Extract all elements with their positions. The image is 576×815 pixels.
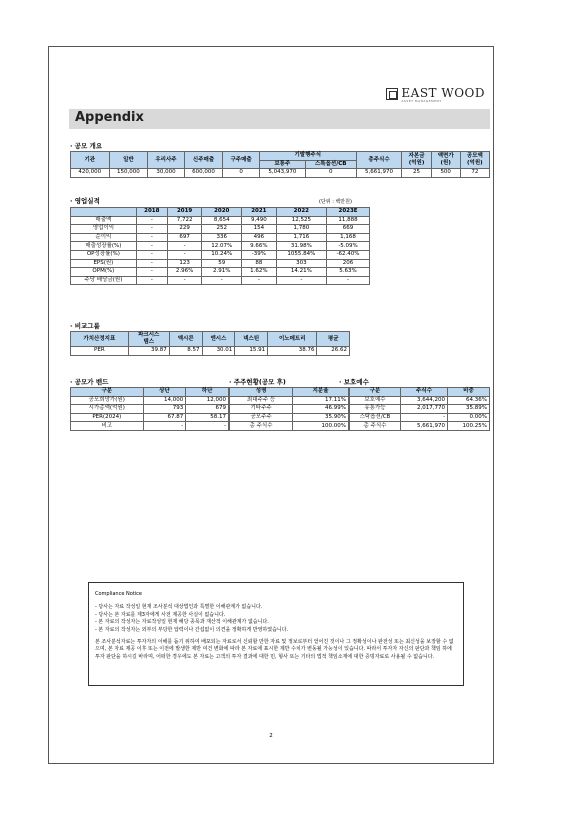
- column-header: 2021: [242, 208, 276, 217]
- column-header: 비중: [447, 388, 489, 397]
- table-row: [71, 276, 370, 285]
- table-row: [71, 225, 370, 234]
- column-header: 성명: [230, 388, 293, 397]
- table-cell: 59: [202, 259, 242, 268]
- table-cell: 5,661,970: [400, 422, 447, 431]
- table-row: [71, 242, 370, 251]
- column-header: 구분: [71, 388, 144, 397]
- table-cell: 793: [143, 405, 186, 414]
- table-cell: 1,168: [327, 233, 370, 242]
- table-cell: 유통가능: [350, 405, 401, 414]
- table-cell: PER: [71, 347, 129, 356]
- table-cell: 30.01: [202, 347, 235, 356]
- table-cell: 697: [167, 233, 201, 242]
- table-cell: 679: [186, 405, 229, 414]
- ipo-col-header: 구주매출: [223, 152, 260, 169]
- table-cell: PER(2024): [71, 413, 144, 422]
- table-cell: 39.87: [128, 347, 169, 356]
- table-cell: 229: [167, 225, 201, 234]
- holders-heading: · 주주현황(공모 후): [229, 378, 286, 386]
- table-cell: 154: [242, 225, 276, 234]
- table-cell: 11,888: [327, 216, 370, 225]
- table-cell: 100.00%: [293, 422, 349, 431]
- table-cell: 12,000: [186, 396, 229, 405]
- title-bar: [69, 109, 490, 129]
- table-cell: 총 주식수: [350, 422, 401, 431]
- table-cell: 64.36%: [447, 396, 489, 405]
- table-cell: 2.96%: [167, 268, 201, 277]
- column-header: 하단: [186, 388, 229, 397]
- table-cell: 88: [242, 259, 276, 268]
- performance-table: [70, 207, 370, 285]
- ipo-overview-heading: · 공모 개요: [70, 142, 103, 150]
- peer-col-header: 파크시스 템스: [128, 332, 169, 347]
- peer-col-header: 평균: [317, 332, 350, 347]
- table-cell: 총 주식수: [230, 422, 293, 431]
- table-cell: 206: [327, 259, 370, 268]
- ipo-col-header: 자본금 (억원): [402, 152, 431, 169]
- table-cell: 기타주주: [230, 405, 293, 414]
- column-header: 상단: [143, 388, 186, 397]
- table-cell: -: [143, 422, 186, 431]
- table-cell: 1,780: [276, 225, 327, 234]
- table-cell: -: [167, 276, 201, 285]
- table-cell: 496: [242, 233, 276, 242]
- table-cell: 600,000: [184, 169, 223, 178]
- ipo-col-header: 우리사주: [148, 152, 185, 169]
- peer-table: [70, 331, 350, 356]
- table-row: [71, 422, 229, 431]
- table-cell: 12,525: [276, 216, 327, 225]
- table-cell: 1055.84%: [276, 250, 327, 259]
- logo-name: EAST WOOD: [401, 86, 485, 100]
- table-cell: 150,000: [109, 169, 148, 178]
- table-cell: EPS(원): [71, 259, 137, 268]
- table-row: [71, 250, 370, 259]
- table-cell: 58.17: [186, 413, 229, 422]
- ipo-sub-header: 보통주: [259, 160, 305, 169]
- peer-col-header: 엔시스: [202, 332, 235, 347]
- table-row: [71, 169, 490, 178]
- table-cell: 매출액: [71, 216, 137, 225]
- eastwood-logo: [386, 87, 485, 103]
- ipo-overview-table: [70, 151, 490, 178]
- table-cell: 100.25%: [447, 422, 489, 431]
- table-cell: 420,000: [71, 169, 110, 178]
- table-cell: 123: [167, 259, 201, 268]
- column-header: [71, 208, 137, 217]
- table-cell: -: [186, 422, 229, 431]
- table-cell: -: [136, 268, 167, 277]
- table-cell: 시가총액(억원): [71, 405, 144, 414]
- table-cell: 7,722: [167, 216, 201, 225]
- table-cell: -: [327, 276, 370, 285]
- table-cell: 보호예수: [350, 396, 401, 405]
- table-cell: 스탁옵션/CB: [350, 413, 401, 422]
- table-row: [71, 268, 370, 277]
- table-cell: 500: [431, 169, 460, 178]
- ipo-col-header: 총주식수: [356, 152, 402, 169]
- table-cell: 26.62: [317, 347, 350, 356]
- table-row: [71, 259, 370, 268]
- table-cell: -: [242, 276, 276, 285]
- table-cell: 10.24%: [202, 250, 242, 259]
- column-header: 지분율: [293, 388, 349, 397]
- peer-col-header: 가치산정지표: [71, 332, 129, 347]
- table-cell: 35.90%: [293, 413, 349, 422]
- table-row: [230, 422, 349, 431]
- table-cell: 영업이익: [71, 225, 137, 234]
- table-cell: -: [202, 276, 242, 285]
- page-number: 2: [269, 733, 273, 739]
- ipo-col-header: 공모액 (억원): [460, 152, 489, 169]
- ipo-col-header: 액면가 (원): [431, 152, 460, 169]
- table-cell: -: [167, 250, 201, 259]
- table-cell: -39%: [242, 250, 276, 259]
- compliance-line: - 당사는 본 자료를 제3자에게 사전 제공한 사실이 없습니다.: [95, 611, 226, 618]
- table-cell: 공모희망가(원): [71, 396, 144, 405]
- ipo-col-header: 일반: [109, 152, 148, 169]
- table-cell: 303: [276, 259, 327, 268]
- table-row: [350, 413, 490, 422]
- table-cell: 2.91%: [202, 268, 242, 277]
- performance-heading: · 영업실적: [70, 197, 100, 205]
- table-cell: 공모주주: [230, 413, 293, 422]
- table-cell: 순이익: [71, 233, 137, 242]
- table-cell: 1,716: [276, 233, 327, 242]
- ipo-col-header: 기관: [71, 152, 110, 169]
- table-cell: OP성장률(%): [71, 250, 137, 259]
- column-header: 2018: [136, 208, 167, 217]
- column-header: 2023E: [327, 208, 370, 217]
- table-row: [71, 347, 350, 356]
- table-cell: 252: [202, 225, 242, 234]
- table-cell: 8,654: [202, 216, 242, 225]
- price-band-table: [70, 387, 229, 431]
- table-cell: 9,490: [242, 216, 276, 225]
- table-cell: 9.66%: [242, 242, 276, 251]
- table-cell: -: [136, 259, 167, 268]
- column-header: 2019: [167, 208, 201, 217]
- table-cell: 669: [327, 225, 370, 234]
- table-cell: 주당 배당금(원): [71, 276, 137, 285]
- table-row: [230, 405, 349, 414]
- table-cell: -: [136, 276, 167, 285]
- table-cell: -: [136, 250, 167, 259]
- compliance-disclaimer: 본 조사분석자료는 투자자의 이해를 돕기 위하여 배포되는 자료로서 신뢰할 만한 자료 및 정보로부터 얻어진 것이나 그 정확성이나 완전성 또는 최신성을 보장할 수 없으며, 본 자료 제공 이후 또는 이전에 발생한 제반 여건 변화에 따라 본 자료에 표시한 제반 수치가 변동될 가능성이 있습니다. 따라서 투자자 자신의 판단과 책임 하에 투자 판단을 하시길 바라며, 어떠한 경우에도 본 자료는 고객의 투자 결과에 대한 민, 형사 또는 기타의 법적 책임소재에 대한 증빙자료로 사용될 수 없습니다.: [95, 639, 454, 660]
- table-cell: 14.21%: [276, 268, 327, 277]
- table-cell: -: [136, 225, 167, 234]
- lockup-table: [349, 387, 490, 431]
- table-cell: -: [136, 242, 167, 251]
- table-cell: -: [276, 276, 327, 285]
- table-cell: 38.76: [268, 347, 317, 356]
- table-cell: -: [400, 413, 447, 422]
- table-cell: -: [167, 242, 201, 251]
- page-title: Appendix: [75, 110, 144, 125]
- peer-col-header: 엑시콘: [169, 332, 202, 347]
- column-header: 2022: [276, 208, 327, 217]
- table-row: [71, 233, 370, 242]
- holders-table: [229, 387, 349, 431]
- logo-mark-icon: [386, 88, 398, 100]
- peer-col-header: 넥스틴: [235, 332, 268, 347]
- table-cell: 1.62%: [242, 268, 276, 277]
- table-cell: 14,000: [143, 396, 186, 405]
- peers-heading: · 비교그룹: [70, 322, 100, 330]
- ipo-col-header: 기발행주식: [259, 152, 356, 161]
- lockup-heading: · 보호예수: [339, 378, 369, 386]
- column-header: 주식수: [400, 388, 447, 397]
- table-cell: 2,017,770: [400, 405, 447, 414]
- table-cell: -5.09%: [327, 242, 370, 251]
- table-cell: -: [136, 216, 167, 225]
- compliance-notice: [88, 582, 464, 686]
- table-cell: 72: [460, 169, 489, 178]
- table-cell: 비고: [71, 422, 144, 431]
- price-band-heading: · 공모가 밴드: [70, 378, 109, 386]
- table-cell: 35.89%: [447, 405, 489, 414]
- table-cell: 30,000: [148, 169, 185, 178]
- table-cell: 15.91: [235, 347, 268, 356]
- table-cell: 336: [202, 233, 242, 242]
- table-cell: 25: [402, 169, 431, 178]
- table-cell: 5.63%: [327, 268, 370, 277]
- table-row: [71, 405, 229, 414]
- table-cell: 8.57: [169, 347, 202, 356]
- table-cell: 17.11%: [293, 396, 349, 405]
- table-cell: 매출성장률(%): [71, 242, 137, 251]
- table-cell: 67.87: [143, 413, 186, 422]
- table-cell: 5,661,970: [356, 169, 402, 178]
- table-cell: 31.98%: [276, 242, 327, 251]
- logo-subtitle: ASSET MANAGEMENT: [401, 99, 442, 103]
- table-row: [71, 216, 370, 225]
- table-row: [350, 396, 490, 405]
- table-cell: -: [136, 233, 167, 242]
- column-header: 구분: [350, 388, 401, 397]
- table-row: [350, 422, 490, 431]
- table-row: [71, 413, 229, 422]
- compliance-line: - 본 자료의 작성자는 외부의 부당한 압력이나 간섭없이 의견을 정확하게 반영하였습니다.: [95, 626, 289, 633]
- ipo-col-header: 신주매출: [184, 152, 223, 169]
- ipo-sub-header: 스톡옵션/CB: [305, 160, 356, 169]
- table-row: [71, 396, 229, 405]
- table-row: [350, 405, 490, 414]
- table-cell: 0: [223, 169, 260, 178]
- compliance-line: - 본 자료의 작성자는 자료작성일 현재 해당 종목과 재산적 이해관계가 없습니다.: [95, 619, 269, 626]
- table-cell: -62.40%: [327, 250, 370, 259]
- column-header: 2020: [202, 208, 242, 217]
- table-cell: 46.99%: [293, 405, 349, 414]
- table-cell: 0.00%: [447, 413, 489, 422]
- table-row: [230, 413, 349, 422]
- peer-col-header: 이노메트리: [268, 332, 317, 347]
- table-cell: 최대주주 등: [230, 396, 293, 405]
- table-cell: 12.07%: [202, 242, 242, 251]
- compliance-title: Compliance Notice: [95, 591, 142, 597]
- table-row: [230, 396, 349, 405]
- table-cell: OPM(%): [71, 268, 137, 277]
- table-cell: 3,644,200: [400, 396, 447, 405]
- report-page: [48, 46, 494, 764]
- table-cell: 5,043,970: [259, 169, 305, 178]
- table-cell: 0: [305, 169, 356, 178]
- unit-label: (단위 : 백만원): [319, 199, 352, 205]
- compliance-line: - 당사는 자료 작성일 현재 조사분석 대상법인과 특별한 이해관계가 없습니다.: [95, 604, 263, 611]
